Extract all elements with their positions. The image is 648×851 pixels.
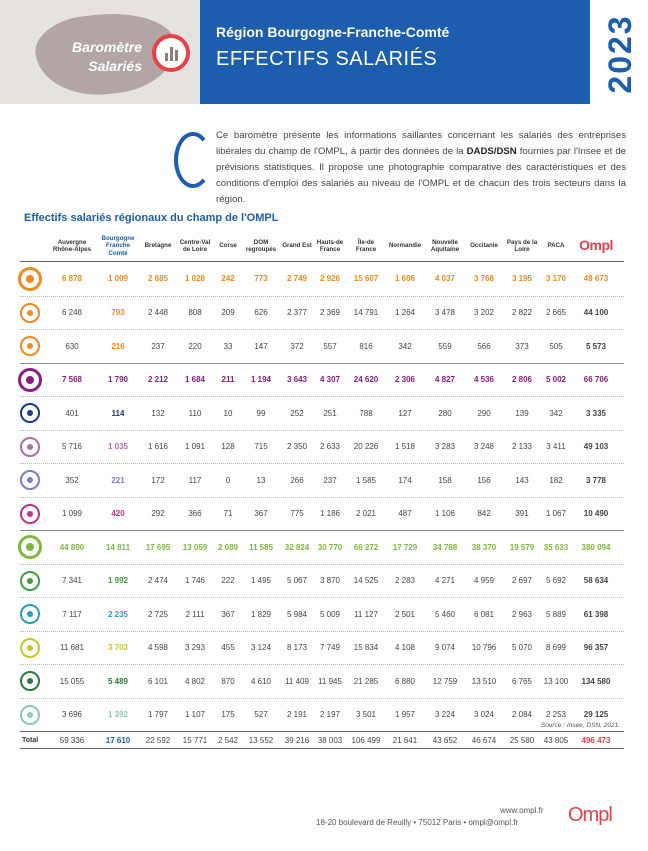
administrateur-icon (20, 470, 40, 490)
medecin-icon (20, 571, 40, 591)
cadre-de-vie-icon (18, 267, 42, 291)
ompl-logo: Ompl (568, 804, 612, 826)
table-cell: 35 633 (543, 542, 569, 552)
table-cell: 3 335 (585, 408, 607, 418)
table-cell: 2 501 (394, 609, 416, 619)
table-cell: 15 055 (59, 676, 85, 686)
column-header: Pays de la Loire (506, 238, 538, 253)
table-cell: 3 293 (184, 643, 206, 653)
table-cell: 1 829 (250, 609, 272, 619)
table-cell: 3 501 (355, 710, 377, 720)
table-cell: 4 037 (434, 274, 456, 284)
table-cell: 2 197 (319, 710, 341, 720)
table-cell: 6 248 (61, 308, 83, 318)
table-cell: 175 (221, 710, 235, 720)
total-cell: 38 003 (317, 735, 343, 745)
column-header: Occitanie (470, 242, 498, 250)
table-cell: 2 283 (394, 576, 416, 586)
table-cell: 808 (188, 308, 202, 318)
table-cell: 3 478 (434, 308, 456, 318)
table-cell: 209 (221, 308, 235, 318)
column-header: Auvergne Rhône-Alpes (52, 238, 92, 253)
table-cell: 2 306 (394, 375, 416, 385)
table-cell: 788 (359, 408, 373, 418)
table-cell: 10 796 (471, 643, 497, 653)
table-cell: 29 125 (583, 710, 609, 720)
table-cell: 10 (223, 408, 233, 418)
table-cell: 1 091 (184, 442, 206, 452)
table-cell: 132 (151, 408, 165, 418)
table-cell: 99 (256, 408, 266, 418)
architecture-icon (20, 303, 40, 323)
page-title: EFFECTIFS SALARIÉS (216, 48, 438, 70)
table-cell: 2 369 (319, 308, 341, 318)
table-cell: 4 827 (434, 375, 456, 385)
table-cell: 1 009 (107, 274, 129, 284)
total-cell: 59 336 (59, 735, 85, 745)
table-cell: 8 699 (545, 643, 567, 653)
table-cell: 0 (225, 475, 231, 485)
table-cell: 367 (221, 609, 235, 619)
column-header: Île-de France (355, 238, 377, 253)
footer-address: 18-20 boulevard de Reuilly • 75012 Paris • ompl@ompl.fr (316, 818, 519, 827)
table-cell: 2 926 (319, 274, 341, 284)
table-cell: 44 890 (59, 542, 85, 552)
table-cell: 1 099 (61, 509, 83, 519)
intro-text-2: fournies par l'Insee et de prévisions statistiques. Il propose une photographie comparative des caractéristiques et des conditions d'emploi des salariés au niveau de l'OMPL et de chacun des trois secteurs dans la région. (216, 146, 626, 205)
table-cell: 2 133 (511, 442, 533, 452)
table-cell: 32 824 (284, 542, 310, 552)
total-label: Total (22, 736, 39, 744)
table-cell: 15 607 (353, 274, 379, 284)
table-row (20, 530, 624, 564)
table-cell: 626 (254, 308, 268, 318)
column-header: Ompl (579, 237, 613, 254)
total-cell: 13 552 (248, 735, 274, 745)
table-cell: 373 (515, 341, 529, 351)
table-cell: 2 822 (511, 308, 533, 318)
table-cell: 10 490 (583, 509, 609, 519)
table-cell: 2 089 (217, 542, 239, 552)
table-cell: 2 725 (147, 609, 169, 619)
table-cell: 14 791 (353, 308, 379, 318)
table-cell: 1 107 (184, 710, 206, 720)
table-cell: 4 271 (434, 576, 456, 586)
table-cell: 134 580 (581, 676, 611, 686)
table-cell: 1 495 (250, 576, 272, 586)
table-cell: 13 510 (471, 676, 497, 686)
column-header: PACA (547, 242, 565, 250)
table-cell: 2 191 (286, 710, 308, 720)
table-cell: 2 212 (147, 375, 169, 385)
table-cell: 4 598 (147, 643, 169, 653)
table-cell: 1 392 (107, 710, 129, 720)
table-cell: 143 (515, 475, 529, 485)
page-header (0, 0, 648, 104)
table-cell: 221 (111, 475, 125, 485)
laboratoire-icon (20, 671, 40, 691)
table-cell: 3 778 (585, 475, 607, 485)
column-header: Nouvelle Aquitaine (430, 238, 460, 253)
table-cell: 19 579 (509, 542, 535, 552)
table-cell: 2 111 (185, 609, 205, 619)
notaire-icon (20, 504, 40, 524)
table-cell: 237 (323, 475, 337, 485)
table-cell: 7 568 (61, 375, 83, 385)
table-row (20, 396, 624, 430)
total-cell: 496 473 (581, 735, 611, 745)
table-cell: 3 195 (511, 274, 533, 284)
table-cell: 401 (65, 408, 79, 418)
table-cell: 237 (151, 341, 165, 351)
table-row (20, 363, 624, 397)
table-cell: 352 (65, 475, 79, 485)
table-cell: 630 (65, 341, 79, 351)
table-cell: 13 059 (182, 542, 208, 552)
table-cell: 3 283 (434, 442, 456, 452)
table-cell: 2 963 (511, 609, 533, 619)
table-cell: 1 684 (184, 375, 206, 385)
table-cell: 222 (221, 576, 235, 586)
juridique-icon (18, 368, 42, 392)
table-cell: 715 (254, 442, 268, 452)
table-cell: 2 697 (511, 576, 533, 586)
table-cell: 816 (359, 341, 373, 351)
table-cell: 7 117 (62, 609, 82, 619)
table-cell: 292 (151, 509, 165, 519)
table-cell: 4 802 (184, 676, 206, 686)
table-cell: 2 474 (147, 576, 169, 586)
table-cell: 3 768 (473, 274, 495, 284)
table-cell: 252 (290, 408, 304, 418)
table-cell: 156 (477, 475, 491, 485)
table-row (20, 597, 624, 631)
table-cell: 5 692 (545, 576, 567, 586)
total-cell: 25 580 (509, 735, 535, 745)
intro-bracket-icon (174, 132, 212, 188)
table-cell: 6 101 (147, 676, 169, 686)
column-header: Grand Est (282, 242, 312, 250)
table-cell: 372 (290, 341, 304, 351)
table-cell: 3 870 (319, 576, 341, 586)
table-cell: 11 945 (318, 676, 342, 686)
barometre-badge (0, 0, 200, 104)
table-cell: 6 765 (511, 676, 533, 686)
table-cell: 114 (111, 408, 125, 418)
table-cell: 182 (549, 475, 563, 485)
table-cell: 6 081 (473, 609, 495, 619)
table-cell: 24 620 (353, 375, 379, 385)
table-cell: 2 350 (286, 442, 308, 452)
table-cell: 1 106 (434, 509, 456, 519)
table-cell: 58 634 (583, 576, 609, 586)
table-cell: 2 235 (107, 609, 129, 619)
source-note: Source : Insee, DSN, 2021. (540, 722, 620, 729)
table-cell: 96 357 (583, 643, 609, 653)
barometre-icon (152, 34, 190, 72)
table-cell: 3 643 (286, 375, 308, 385)
dentiste-icon (20, 604, 40, 624)
table-cell: 71 (223, 509, 233, 519)
table-body (20, 262, 624, 749)
table-cell: 1 067 (545, 509, 567, 519)
table-cell: 11 681 (60, 643, 84, 653)
column-header: Bretagne (144, 242, 172, 250)
intro-paragraph (216, 128, 626, 208)
total-cell: 39 216 (284, 735, 310, 745)
table-cell: 527 (254, 710, 268, 720)
table-cell: 242 (221, 274, 235, 284)
table-cell: 2 377 (286, 308, 308, 318)
table-cell: 3 124 (250, 643, 272, 653)
table-title: Effectifs salariés régionaux du champ de l'OMPL (24, 212, 279, 224)
total-cell: 46 674 (471, 735, 497, 745)
footer-website[interactable]: www.ompl.fr (500, 806, 544, 815)
table-cell: 366 (188, 509, 202, 519)
table-cell: 216 (111, 341, 125, 351)
table-cell: 251 (323, 408, 337, 418)
table-cell: 5 984 (286, 609, 308, 619)
table-cell: 391 (515, 509, 529, 519)
table-cell: 9 074 (434, 643, 456, 653)
table-cell: 11 127 (354, 609, 378, 619)
total-cell: 15 771 (182, 735, 208, 745)
table-cell: 2 253 (545, 710, 567, 720)
table-cell: 5 573 (585, 341, 607, 351)
table-cell: 2 685 (147, 274, 169, 284)
table-cell: 117 (188, 475, 202, 485)
table-cell: 2 021 (355, 509, 377, 519)
table-cell: 49 673 (583, 274, 609, 284)
total-cell: 106 499 (351, 735, 381, 745)
table-cell: 1 186 (319, 509, 341, 519)
table-cell: 5 889 (545, 609, 567, 619)
table-cell: 266 (290, 475, 304, 485)
table-cell: 3 248 (473, 442, 495, 452)
year-label: 2023 (602, 14, 638, 94)
table-cell: 2 665 (545, 308, 567, 318)
column-header: Corse (219, 242, 237, 250)
table-cell: 220 (188, 341, 202, 351)
table-cell: 5 009 (319, 609, 341, 619)
table-cell: 110 (188, 408, 202, 418)
table-cell: 147 (254, 341, 268, 351)
table-cell: 1 957 (394, 710, 416, 720)
table-cell: 559 (438, 341, 452, 351)
table-cell: 5 002 (545, 375, 567, 385)
table-cell: 66 272 (353, 542, 379, 552)
table-cell: 290 (477, 408, 491, 418)
total-cell: 21 641 (392, 735, 418, 745)
table-cell: 13 (256, 475, 266, 485)
table-cell: 3 411 (546, 442, 566, 452)
table-cell: 11 409 (285, 676, 309, 686)
table-cell: 1 585 (355, 475, 377, 485)
table-cell: 33 (223, 341, 233, 351)
table-row (20, 497, 624, 531)
table-cell: 17 729 (392, 542, 418, 552)
sante-icon (18, 535, 42, 559)
tribunal-icon (20, 403, 40, 423)
table-cell: 1 028 (184, 274, 206, 284)
table-cell: 3 170 (545, 274, 567, 284)
table-cell: 5 460 (434, 609, 456, 619)
table-cell: 4 610 (250, 676, 272, 686)
table-cell: 1 194 (250, 375, 272, 385)
table-cell: 3 703 (107, 643, 129, 653)
table-cell: 4 307 (319, 375, 341, 385)
table-cell: 505 (549, 341, 563, 351)
total-cell: 43 652 (432, 735, 458, 745)
table-row (20, 262, 624, 296)
table-cell: 44 100 (583, 308, 609, 318)
table-cell: 455 (221, 643, 235, 653)
table-cell: 1 518 (394, 442, 416, 452)
table-cell: 6 880 (394, 676, 416, 686)
table-cell: 367 (254, 509, 268, 519)
badge-line-2: Salariés (88, 58, 142, 74)
table-cell: 34 788 (432, 542, 458, 552)
table-cell: 870 (221, 676, 235, 686)
table-cell: 5 067 (286, 576, 308, 586)
table-cell: 342 (549, 408, 563, 418)
table-cell: 14 811 (105, 542, 131, 552)
table-cell: 1 606 (394, 274, 416, 284)
column-header: Centre-Val de Loire (179, 238, 211, 253)
table-cell: 773 (254, 274, 268, 284)
pharmacie-icon (20, 638, 40, 658)
table-cell: 4 108 (394, 643, 416, 653)
column-header: DOM regroupés (245, 238, 277, 253)
table-cell: 3 202 (473, 308, 495, 318)
paramedical-icon (20, 705, 40, 725)
veterinaire-icon (20, 336, 40, 356)
total-cell: 17 610 (105, 735, 131, 745)
table-cell: 13 100 (543, 676, 569, 686)
table-cell: 1 616 (147, 442, 169, 452)
table-header (20, 230, 624, 262)
badge-title (58, 38, 142, 76)
table-cell: 20 226 (353, 442, 379, 452)
table-cell: 7 749 (319, 643, 341, 653)
table-row (20, 329, 624, 363)
table-cell: 1 797 (147, 710, 169, 720)
table-cell: 17 695 (145, 542, 171, 552)
column-header: Hauts-de France (316, 238, 344, 253)
table-cell: 775 (290, 509, 304, 519)
table-cell: 1 992 (107, 576, 129, 586)
table-cell: 2 084 (511, 710, 533, 720)
region-title: Région Bourgogne-Franche-Comté (216, 24, 450, 40)
table-cell: 3 024 (473, 710, 495, 720)
table-cell: 2 633 (319, 442, 341, 452)
table-cell: 30 770 (317, 542, 343, 552)
table-cell: 61 398 (583, 609, 609, 619)
table-cell: 557 (323, 341, 337, 351)
table-cell: 7 341 (61, 576, 83, 586)
table-cell: 5 489 (107, 676, 129, 686)
table-cell: 2 806 (511, 375, 533, 385)
table-cell: 1 264 (394, 308, 416, 318)
table-cell: 2 448 (147, 308, 169, 318)
table-cell: 38 370 (471, 542, 497, 552)
table-cell: 211 (221, 375, 235, 385)
intro-source-bold: DADS/DSN (466, 146, 517, 157)
table-cell: 280 (438, 408, 452, 418)
total-cell: 2 542 (217, 735, 239, 745)
table-cell: 49 103 (583, 442, 609, 452)
table-cell: 128 (221, 442, 235, 452)
table-cell: 842 (477, 509, 491, 519)
total-row (20, 731, 624, 749)
table-cell: 139 (515, 408, 529, 418)
column-header: Bourgogne Franche Comté (101, 234, 135, 257)
table-cell: 172 (151, 475, 165, 485)
column-header: Normandie (388, 242, 422, 250)
table-cell: 158 (438, 475, 452, 485)
table-row (20, 564, 624, 598)
table-cell: 1 790 (107, 375, 129, 385)
table-row (20, 698, 624, 732)
table-cell: 4 536 (473, 375, 495, 385)
table-cell: 3 696 (61, 710, 83, 720)
table-cell: 5 716 (61, 442, 83, 452)
table-cell: 3 224 (434, 710, 456, 720)
total-cell: 43 805 (543, 735, 569, 745)
table-cell: 380 094 (581, 542, 611, 552)
total-cell: 22 592 (145, 735, 171, 745)
table-row (20, 296, 624, 330)
table-cell: 1 035 (107, 442, 129, 452)
table-cell: 4 959 (473, 576, 495, 586)
table-row (20, 463, 624, 497)
table-cell: 66 706 (583, 375, 609, 385)
table-row (20, 430, 624, 464)
avocat-icon (20, 437, 40, 457)
table-row (20, 664, 624, 698)
table-cell: 174 (398, 475, 412, 485)
table-cell: 11 585 (248, 542, 274, 552)
table-cell: 420 (111, 509, 125, 519)
intro-text-1: Ce baromètre présente les informations saillantes concernant les salariés des entreprises libérales du champ de l'OMPL, à partir des données de la (216, 130, 626, 157)
effectifs-table (20, 230, 624, 749)
table-cell: 21 285 (353, 676, 379, 686)
badge-line-1: Baromètre (71, 39, 142, 55)
table-cell: 15 834 (353, 643, 379, 653)
table-cell: 793 (111, 308, 125, 318)
table-cell: 8 173 (286, 643, 308, 653)
table-cell: 342 (398, 341, 412, 351)
table-row (20, 631, 624, 665)
table-cell: 12 759 (432, 676, 458, 686)
table-cell: 566 (477, 341, 491, 351)
table-cell: 5 070 (511, 643, 533, 653)
table-cell: 2 749 (286, 274, 308, 284)
table-cell: 487 (398, 509, 412, 519)
table-cell: 14 525 (353, 576, 379, 586)
table-cell: 127 (398, 408, 412, 418)
table-cell: 6 878 (61, 274, 83, 284)
table-cell: 1 746 (184, 576, 206, 586)
